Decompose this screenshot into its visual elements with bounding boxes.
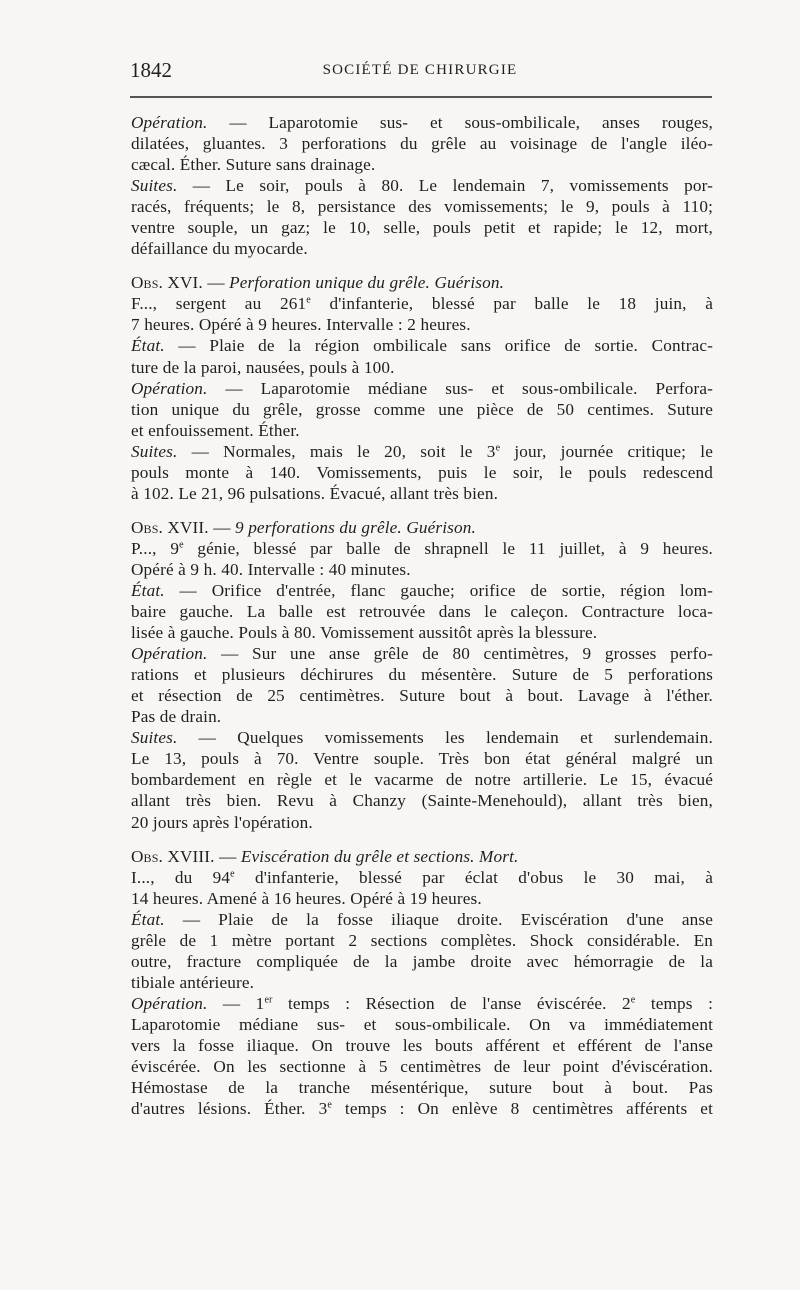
text-segment: Suites.	[131, 176, 178, 196]
text-segment: baire gauche. La balle est retrouvée dans le caleçon. Contracture loca-	[131, 602, 713, 622]
text-segment: — Plaie de la région ombilicale sans orifice de sortie. Contrac-	[164, 336, 713, 356]
text-segment: 7 heures. Opéré à 9 heures. Intervalle : 2 heures.	[131, 315, 471, 335]
text-line	[131, 175, 713, 196]
text-line	[131, 420, 713, 441]
text-segment: grêle de 1 mètre portant 2 sections complètes. Shock considérable. En	[131, 930, 713, 950]
text-segment: Hémostase de la tranche mésentérique, suture bout à bout. Pas	[131, 1078, 713, 1098]
text-line	[131, 727, 713, 748]
text-line	[131, 217, 713, 238]
text-segment: et enfouissement. Éther.	[131, 420, 300, 440]
text-line	[131, 559, 713, 580]
text-line	[131, 293, 713, 314]
header-rule	[130, 96, 712, 98]
text-segment: — Le soir, pouls à 80. Le lendemain 7, vomissements por-	[177, 176, 713, 196]
text-segment: Suites.	[131, 728, 178, 748]
running-title: SOCIÉTÉ DE CHIRURGIE	[322, 62, 518, 78]
text-line	[131, 972, 713, 993]
text-line	[131, 314, 713, 335]
text-line	[131, 1098, 713, 1119]
text-line	[131, 335, 713, 356]
text-line	[131, 685, 713, 706]
text-line	[131, 888, 713, 909]
text-line	[131, 1035, 713, 1056]
text-line	[131, 378, 713, 399]
body-text	[131, 112, 713, 1119]
text-segment: —	[202, 273, 230, 293]
text-line	[131, 601, 713, 622]
page-number: 1842	[130, 58, 172, 82]
text-line	[131, 133, 713, 154]
text-line	[131, 930, 713, 951]
text-segment: Opération.	[131, 993, 208, 1013]
text-segment: Obs. XVI.	[131, 273, 203, 293]
text-line	[131, 706, 713, 727]
text-segment: Opéré à 9 h. 40. Intervalle : 40 minutes.	[131, 559, 411, 579]
text-segment: 9 perforations du grêle. Guérison.	[235, 517, 476, 537]
superscript: e	[230, 867, 235, 879]
text-segment: et résection de 25 centimètres. Suture bout à bout. Lavage à l'éther.	[131, 686, 713, 706]
text-segment: Obs. XVIII.	[131, 846, 215, 866]
text-segment: rations et plusieurs déchirures du mésentère. Suture de 5 perforations	[131, 665, 713, 685]
text-segment: ventre souple, un gaz; le 10, selle, pouls petit et rapide; le 12, mort,	[131, 218, 713, 238]
text-line	[131, 441, 713, 462]
superscript: e	[495, 441, 501, 453]
text-segment: État.	[131, 336, 165, 356]
paragraph-gap	[131, 259, 713, 272]
text-segment: Suites.	[131, 441, 178, 461]
text-segment: cæcal. Éther. Suture sans drainage.	[131, 155, 376, 175]
text-line	[131, 538, 713, 559]
text-segment: État.	[131, 909, 165, 929]
text-line	[131, 748, 713, 769]
text-segment: — Sur une anse grêle de 80 centimètres, 9 grosses perfo-	[207, 644, 713, 664]
text-segment: — 1	[207, 993, 265, 1013]
text-segment: — Orifice d'entrée, flanc gauche; orifice de sortie, région lom-	[164, 580, 713, 600]
text-segment: ture de la paroi, nausées, pouls à 100.	[131, 357, 395, 377]
text-segment: à 102. Le 21, 96 pulsations. Évacué, allant très bien.	[131, 483, 499, 503]
text-segment: allant très bien. Revu à Chanzy (Sainte-Menehould), allant très bien,	[131, 791, 713, 811]
text-line	[131, 357, 713, 378]
text-segment: — Plaie de la fosse iliaque droite. Eviscération d'une anse	[164, 909, 713, 929]
text-line	[131, 580, 713, 601]
text-line	[131, 846, 713, 867]
text-segment: Pas de drain.	[131, 707, 222, 727]
text-segment: Laparotomie médiane sus- et sous-ombilicale. On va immédiatement	[131, 1014, 713, 1034]
text-line	[131, 462, 713, 483]
text-segment: tion unique du grêle, grosse comme une pièce de 50 centimes. Suture	[131, 399, 713, 419]
text-segment: lisée à gauche. Pouls à 80. Vomissement aussitôt après la blessure.	[131, 623, 598, 643]
text-line	[131, 643, 713, 664]
text-line	[131, 622, 713, 643]
text-segment: tibiale antérieure.	[131, 972, 255, 992]
text-line	[131, 993, 713, 1014]
text-segment: éviscérée. On les sectionne à 5 centimètres de leur point d'éviscération.	[131, 1057, 713, 1077]
text-segment: Opération.	[131, 113, 208, 132]
text-line	[131, 272, 713, 293]
text-segment: État.	[131, 580, 165, 600]
text-segment: jour, journée critique; le	[500, 441, 713, 461]
text-segment: temps : On enlève 8 centimètres afférents et	[331, 1099, 713, 1119]
text-segment: temps : Résection de l'anse éviscérée. 2	[272, 993, 631, 1013]
text-segment: —	[214, 846, 241, 866]
text-line	[131, 1014, 713, 1035]
text-segment: Perforation unique du grêle. Guérison.	[229, 273, 505, 293]
text-line	[131, 483, 713, 504]
text-line	[131, 1077, 713, 1098]
text-segment: P..., 9	[131, 538, 180, 558]
text-line	[131, 196, 713, 217]
text-segment: Eviscération du grêle et sections. Mort.	[240, 846, 519, 866]
text-line	[131, 399, 713, 420]
page-header	[130, 56, 710, 86]
superscript: e	[630, 994, 636, 1006]
text-line	[131, 790, 713, 811]
text-segment: — Normales, mais le 20, soit le 3	[177, 441, 496, 461]
text-segment: F..., sergent au 261	[131, 294, 307, 314]
superscript: e	[306, 294, 311, 306]
text-segment: 20 jours après l'opération.	[131, 812, 313, 832]
text-segment: dilatées, gluantes. 3 perforations du grêle au voisinage de l'angle iléo-	[131, 134, 713, 154]
text-segment: temps :	[635, 993, 713, 1013]
superscript: e	[179, 539, 184, 551]
text-segment: racés, fréquents; le 8, persistance des vomissements; le 9, pouls à 110;	[131, 197, 713, 217]
text-segment: outre, fracture compliquée de la jambe droite avec hémorragie de la	[131, 951, 713, 971]
text-segment: bombardement en règle et le vacarme de notre artillerie. Le 15, évacué	[131, 770, 713, 790]
text-segment: d'infanterie, blessé par éclat d'obus le 30 mai, à	[234, 867, 713, 887]
text-segment: — Laparotomie médiane sus- et sous-ombilicale. Perfora-	[207, 378, 713, 398]
text-line	[131, 238, 713, 259]
text-segment: d'infanterie, blessé par balle le 18 juin, à	[310, 294, 713, 314]
text-segment: —	[208, 517, 235, 537]
text-segment: génie, blessé par balle de shrapnell le 11 juillet, à 9 heures.	[183, 538, 713, 558]
text-segment: vers la fosse iliaque. On trouve les bouts afférent et efférent de l'anse	[131, 1035, 713, 1055]
text-segment: 14 heures. Amené à 16 heures. Opéré à 19 heures.	[131, 888, 482, 908]
text-segment: — Quelques vomissements les lendemain et surlendemain.	[177, 728, 713, 748]
text-line	[131, 867, 713, 888]
text-segment: d'autres lésions. Éther. 3	[131, 1099, 328, 1119]
text-line	[131, 664, 713, 685]
text-line	[131, 517, 713, 538]
text-segment: Obs. XVII.	[131, 517, 209, 537]
text-line	[131, 154, 713, 175]
text-segment: Opération.	[131, 378, 208, 398]
text-line	[131, 769, 713, 790]
text-segment: Le 13, pouls à 70. Ventre souple. Très bon état général malgré un	[131, 749, 713, 769]
text-line	[131, 1056, 713, 1077]
text-segment: — Laparotomie sus- et sous-ombilicale, anses rouges,	[207, 113, 713, 132]
superscript: er	[264, 994, 273, 1006]
text-line	[131, 951, 713, 972]
text-segment: Opération.	[131, 644, 208, 664]
text-line	[131, 909, 713, 930]
superscript: e	[327, 1099, 332, 1111]
text-segment: défaillance du myocarde.	[131, 239, 308, 259]
text-segment: I..., du 94	[131, 867, 231, 887]
paragraph-gap	[131, 504, 713, 517]
text-segment: pouls monte à 140. Vomissements, puis le soir, le pouls redescend	[131, 462, 713, 482]
text-line	[131, 812, 713, 833]
paragraph-gap	[131, 833, 713, 846]
text-line	[131, 112, 713, 133]
